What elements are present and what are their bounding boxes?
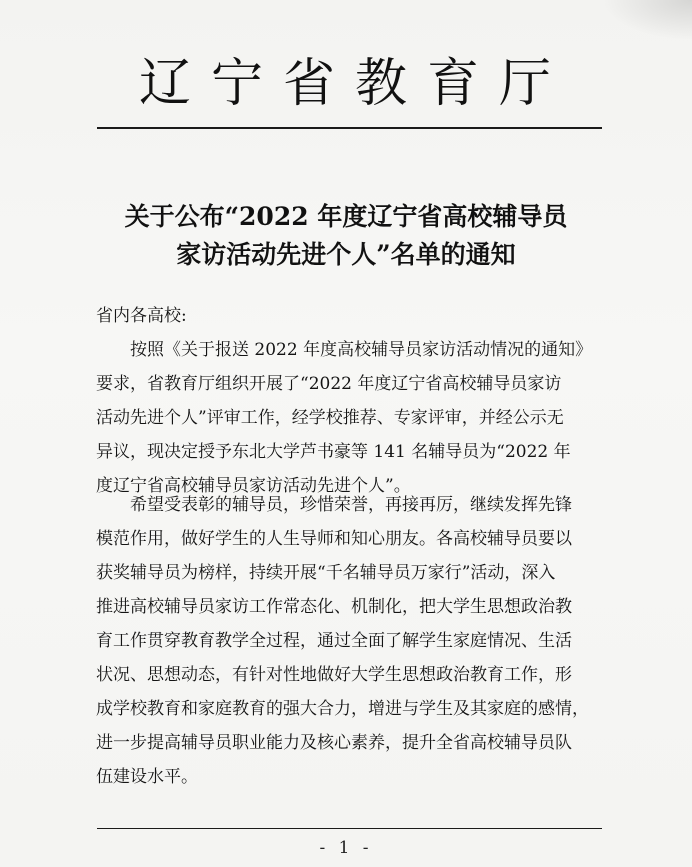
- document-title-line-2: 家访活动先进个人”名单的通知: [176, 240, 516, 269]
- page-number: - 1 -: [319, 838, 373, 858]
- footer-rule: [97, 828, 602, 829]
- paragraph-line: 模范作用，做好学生的人生导师和知心朋友。各高校辅导员要以: [96, 529, 572, 549]
- salutation: 省内各高校:: [96, 306, 187, 326]
- paragraph-line: 获奖辅导员为榜样，持续开展“千名辅导员万家行”活动，深入: [96, 563, 556, 583]
- paragraph-line: 伍建设水平。: [96, 767, 198, 787]
- paragraph-line: 进一步提高辅导员职业能力及核心素养，提升全省高校辅导员队: [96, 733, 572, 753]
- paragraph-line: 状况、思想动态，有针对性地做好大学生思想政治教育工作，形: [96, 665, 572, 685]
- paragraph-line: 活动先进个人”评审工作，经学校推荐、专家评审，并经公示无: [96, 408, 564, 428]
- paragraph-line: 育工作贯穿教育教学全过程，通过全面了解学生家庭情况、生活: [96, 631, 572, 651]
- paragraph-line: 希望受表彰的辅导员，珍惜荣誉，再接再厉，继续发挥先锋: [130, 495, 572, 515]
- document-title-line-1: 关于公布“2022 年度辽宁省高校辅导员: [124, 202, 568, 231]
- paragraph-line: 要求，省教育厅组织开展了“2022 年度辽宁省高校辅导员家访: [96, 374, 562, 394]
- paragraph-line: 推进高校辅导员家访工作常态化、机制化，把大学生思想政治教: [96, 597, 572, 617]
- header-rule: [97, 127, 602, 129]
- paragraph-line: 度辽宁省高校辅导员家访活动先进个人”。: [96, 476, 411, 496]
- paragraph-line: 异议，现决定授予东北大学芦书豪等 141 名辅导员为“2022 年: [96, 442, 571, 462]
- page-corner-shadow: [602, 0, 692, 40]
- paragraph-line: 按照《关于报送 2022 年度高校辅导员家访活动情况的通知》: [130, 340, 593, 360]
- org-header: 辽宁省教育厅: [138, 54, 571, 114]
- paragraph-line: 成学校教育和家庭教育的强大合力，增进与学生及其家庭的感情，: [96, 699, 589, 719]
